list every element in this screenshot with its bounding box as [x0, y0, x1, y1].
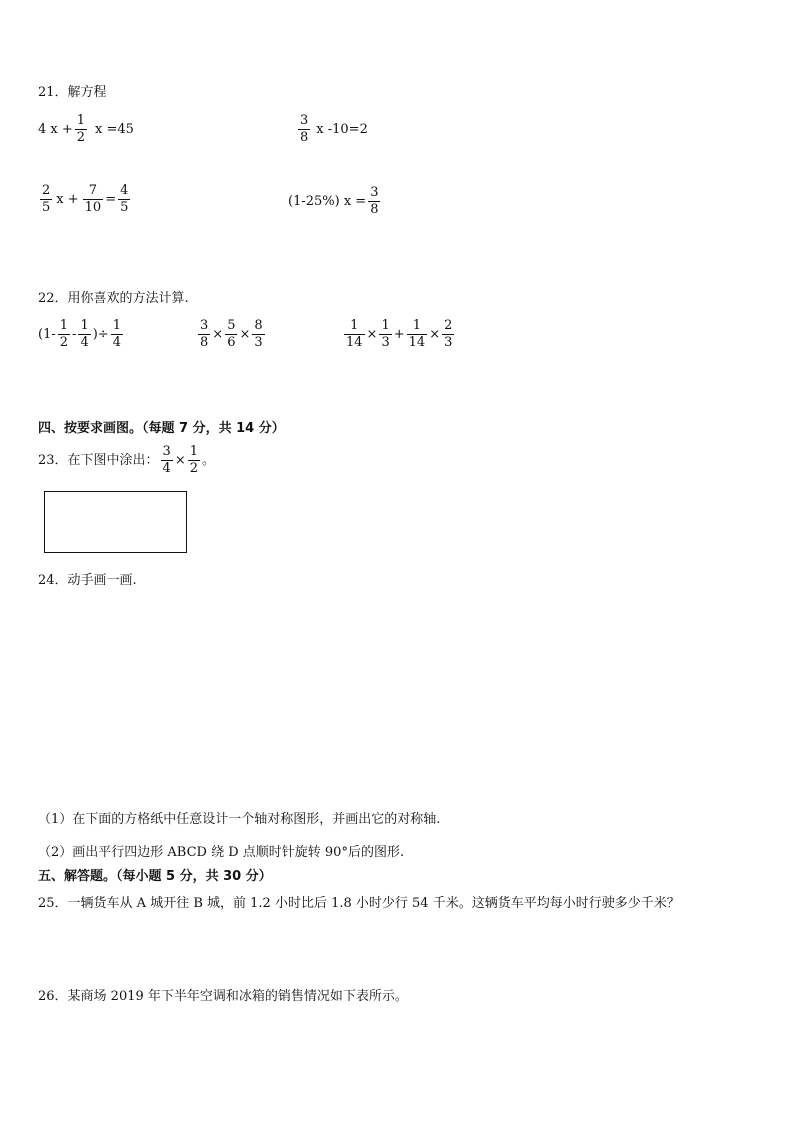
e3-numerator-2: 1 — [381, 318, 390, 333]
q23-numerator-2: 1 — [189, 444, 199, 459]
e1-minus: - — [72, 327, 77, 342]
e2-fraction-3 — [252, 318, 264, 351]
e2-fraction-2 — [225, 318, 237, 351]
q23-lead: 23．在下图中涂出： — [38, 453, 159, 468]
e3-times-1: × — [366, 327, 378, 342]
eq1-right: x =45 — [95, 122, 134, 137]
eq2-numerator: 3 — [300, 113, 309, 128]
eq1-fraction — [75, 113, 87, 146]
q23-denominator-1: 4 — [162, 461, 171, 476]
e3-denominator-1: 14 — [346, 335, 363, 350]
e1-denominator-3: 4 — [112, 335, 121, 350]
e1-open: (1- — [38, 327, 56, 342]
e3-numerator-1: 1 — [344, 318, 365, 335]
q24-part-1: （1）在下面的方格纸中任意设计一个轴对称图形，并画出它的对称轴. — [38, 812, 441, 827]
eq3-fraction-3 — [118, 183, 130, 216]
q23-end: 。 — [202, 453, 216, 468]
e1-fraction-3 — [111, 318, 123, 351]
e3-plus: + — [393, 327, 405, 342]
e2-times-1: × — [212, 327, 224, 342]
eq4-fraction — [368, 185, 380, 218]
eq3-x: x + — [56, 192, 79, 207]
e2-numerator-2: 5 — [227, 318, 236, 333]
e2-times-2: × — [239, 327, 251, 342]
q21-title: 21．解方程 — [38, 85, 107, 100]
e3-fraction-3 — [407, 318, 428, 351]
q22-expression-3 — [342, 318, 456, 351]
eq3-fraction-1 — [40, 183, 52, 216]
q24-title: 24．动手画一画. — [38, 573, 137, 588]
q23-prompt — [38, 444, 215, 477]
eq1-numerator: 1 — [76, 113, 86, 128]
q22-expression-1 — [38, 318, 125, 351]
q23-numerator-1: 3 — [162, 444, 171, 459]
e2-numerator-3: 8 — [254, 318, 263, 333]
q22-expression-2 — [196, 318, 267, 351]
q23-shading-rectangle[interactable] — [44, 491, 187, 553]
e2-numerator-1: 3 — [200, 318, 209, 333]
section-4-heading: 四、按要求画图。（每题 7 分，共 14 分） — [38, 421, 285, 436]
eq3-equals: = — [105, 192, 117, 207]
eq3-numerator-3: 4 — [120, 183, 129, 198]
e1-fraction-2 — [78, 318, 90, 351]
q21-equation-3 — [38, 183, 132, 216]
e3-fraction-2 — [379, 318, 391, 351]
e2-denominator-1: 8 — [200, 335, 209, 350]
e1-close: )÷ — [92, 327, 109, 342]
e1-denominator-1: 2 — [59, 335, 69, 350]
eq3-numerator-1: 2 — [42, 183, 51, 198]
e3-denominator-4: 3 — [444, 335, 453, 350]
eq3-denominator-1: 5 — [42, 200, 51, 215]
eq4-denominator: 8 — [370, 202, 379, 217]
q23-denominator-2: 2 — [189, 461, 199, 476]
eq4-numerator: 3 — [370, 185, 379, 200]
q23-times: × — [174, 453, 186, 468]
q23-fraction-2 — [188, 444, 200, 477]
eq2-fraction — [298, 113, 310, 146]
section-5-heading: 五、解答题。（每小题 5 分，共 30 分） — [38, 869, 272, 884]
e3-fraction-4 — [442, 318, 454, 351]
q21-equation-1 — [38, 113, 134, 146]
e1-numerator-2: 1 — [80, 318, 89, 333]
q22-title: 22．用你喜欢的方法计算. — [38, 291, 189, 306]
q26-text: 26．某商场 2019 年下半年空调和冰箱的销售情况如下表所示。 — [38, 989, 408, 1004]
q23-fraction-1 — [161, 444, 173, 477]
q25-text: 25．一辆货车从 A 城开往 B 城，前 1.2 小时比后 1.8 小时少行 54 千米。这辆货车平均每小时行驶多少千米？ — [38, 896, 680, 911]
eq1-denominator: 2 — [76, 130, 86, 145]
e1-numerator-3: 1 — [112, 318, 121, 333]
eq3-fraction-2 — [83, 183, 104, 216]
eq3-denominator-2: 10 — [84, 200, 102, 215]
eq3-denominator-3: 5 — [120, 200, 129, 215]
e2-denominator-3: 3 — [254, 335, 263, 350]
q21-equation-2 — [296, 113, 368, 146]
eq4-left: (1-25%) x = — [288, 194, 367, 209]
e2-fraction-1 — [198, 318, 210, 351]
e3-numerator-4: 2 — [444, 318, 453, 333]
q21-equation-4 — [288, 185, 382, 218]
e3-numerator-3: 1 — [407, 318, 428, 335]
q24-part-2: （2）画出平行四边形 ABCD 绕 D 点顺时针旋转 90°后的图形. — [38, 845, 405, 860]
e1-denominator-2: 4 — [80, 335, 89, 350]
eq3-numerator-2: 7 — [83, 183, 104, 200]
e3-denominator-2: 3 — [381, 335, 390, 350]
eq2-right: x -10=2 — [316, 122, 368, 137]
e3-fraction-1 — [344, 318, 365, 351]
e3-times-2: × — [429, 327, 441, 342]
e1-fraction-1 — [58, 318, 70, 351]
e3-denominator-3: 14 — [408, 335, 426, 350]
e1-numerator-1: 1 — [59, 318, 69, 333]
eq2-denominator: 8 — [300, 130, 309, 145]
e2-denominator-2: 6 — [227, 335, 236, 350]
eq1-left: 4 x + — [38, 122, 73, 137]
